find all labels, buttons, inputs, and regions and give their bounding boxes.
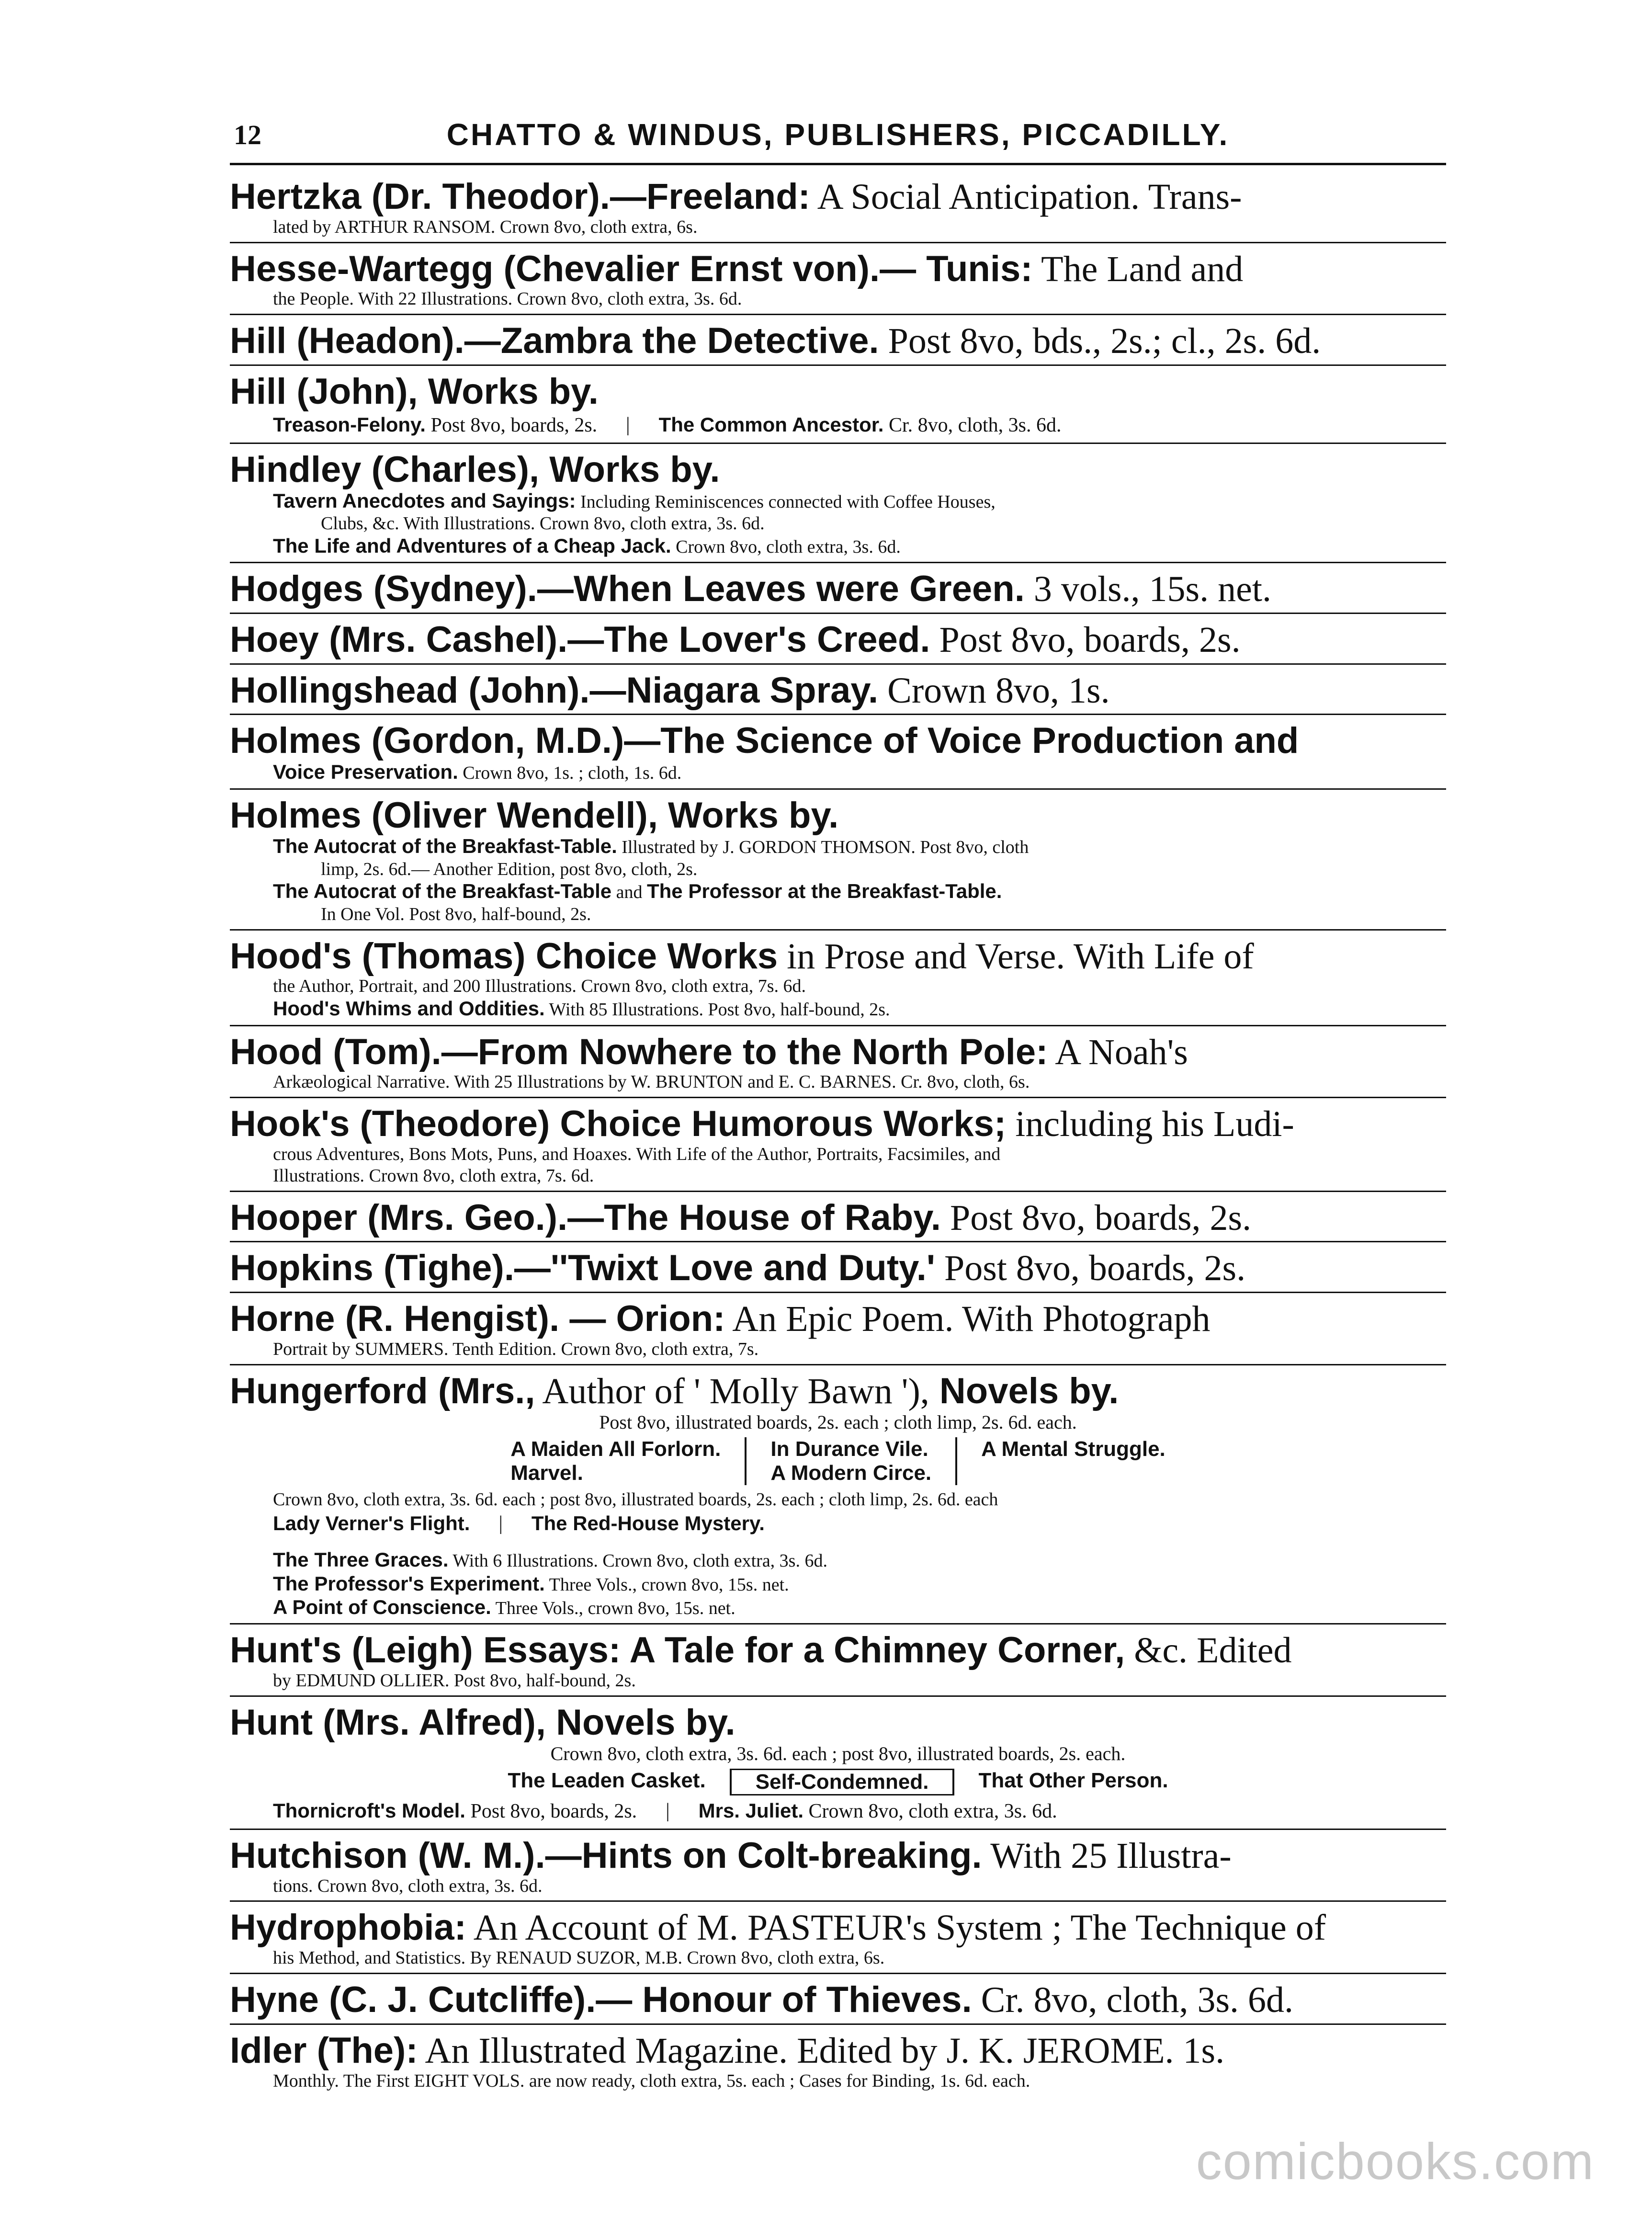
work-title: The Red-House Mystery. [531, 1512, 765, 1535]
entry-hill-john [230, 371, 1446, 444]
entry-hooper [230, 1197, 1446, 1243]
work-details: Crown 8vo, cloth extra, 3s. 6d. [803, 1800, 1057, 1822]
entry-heading-rest: An Epic Poem. With Photograph [725, 1299, 1211, 1340]
entry-heading-rest: A Noah's [1048, 1032, 1188, 1072]
entry-hertzka [230, 176, 1446, 243]
entry-heading-rest: Post 8vo, boards, 2s. [940, 1197, 1252, 1238]
work-details: Including Reminiscences connected with Coffee Houses, [576, 491, 996, 512]
work-details-cont: limp, 2s. 6d.— Another Edition, post 8vo, cloth, 2s. [321, 859, 698, 879]
entry-heading: Hydrophobia: [230, 1907, 466, 1948]
work-details: Post 8vo, boards, 2s. [425, 414, 598, 436]
work-title: The Life and Adventures of a Cheap Jack. [273, 534, 671, 557]
joiner: and [611, 882, 647, 903]
work-details: Crown 8vo, 1s. ; cloth, 1s. 6d. [458, 763, 682, 784]
entry-heading-rest: Post 8vo, bds., 2s.; cl., 2s. 6d. [879, 321, 1321, 362]
entry-heading: Hyne (C. J. Cutcliffe).— Honour of Thieves. [230, 1979, 972, 2020]
entry-details: Arkæological Narrative. With 25 Illustrations by W. BRUNTON and E. C. BARNES. Cr. 8vo, cloth, 6s. [273, 1072, 1030, 1092]
work-title: The Autocrat of the Breakfast-Table. [273, 835, 617, 858]
works-row [230, 413, 1446, 437]
entry-heading: Hopkins (Tighe).—''Twixt Love and Duty.' [230, 1248, 935, 1289]
works-row [230, 1512, 1446, 1535]
work-title: A Point of Conscience. [273, 1596, 491, 1619]
work-title: The Common Ancestor. [658, 413, 884, 436]
titles-grid [230, 1437, 1446, 1485]
entry-heading: Hook's (Theodore) Choice Humorous Works; [230, 1103, 1007, 1145]
catalogue-page [230, 110, 1446, 2100]
work-title: That Other Person. [952, 1769, 1192, 1795]
works-row [230, 1799, 1446, 1823]
entry-hopkins [230, 1247, 1446, 1293]
entry-horne [230, 1298, 1446, 1365]
entry-hodges [230, 568, 1446, 614]
entry-heading: Hesse-Wartegg (Chevalier Ernst von).— Tunis: [230, 248, 1033, 289]
work-details-cont: Clubs, &c. With Illustrations. Crown 8vo, cloth extra, 3s. 6d. [321, 513, 765, 534]
entry-holmes-oliver [230, 795, 1446, 931]
entry-heading: Hodges (Sydney).—When Leaves were Green. [230, 568, 1025, 610]
entry-details-cont: Illustrations. Crown 8vo, cloth extra, 7s. 6d. [273, 1165, 594, 1186]
entry-details: crous Adventures, Bons Mots, Puns, and Hoaxes. With Life of the Author, Portraits, Facsimiles, and [273, 1144, 1001, 1164]
column-separator: | [498, 1512, 503, 1535]
entry-heading-rest: An Account of M. PASTEUR's System ; The Technique of [466, 1908, 1326, 1948]
entry-hungerford [230, 1370, 1446, 1625]
entry-heading: Hunt (Mrs. Alfred), Novels by. [230, 1702, 735, 1743]
entry-heading: Idler (The): [230, 2030, 418, 2071]
entry-hunt-leigh [230, 1629, 1446, 1697]
entry-idler [230, 2030, 1446, 2096]
price-line: Crown 8vo, cloth extra, 3s. 6d. each ; post 8vo, illustrated boards, 2s. each ; cloth limp, 2s. 6d. each [273, 1489, 998, 1510]
column-separator: | [626, 413, 630, 436]
entry-heading-rest: Crown 8vo, 1s. [878, 670, 1110, 711]
work-title: A Maiden All Forlorn. [510, 1437, 721, 1461]
work-details-cont: In One Vol. Post 8vo, half-bound, 2s. [321, 904, 591, 924]
entry-hydrophobia [230, 1907, 1446, 1974]
entry-details: tions. Crown 8vo, cloth extra, 3s. 6d. [273, 1875, 543, 1896]
entry-hook [230, 1103, 1446, 1192]
entry-heading: Hollingshead (John).—Niagara Spray. [230, 670, 879, 711]
work-title: Tavern Anecdotes and Sayings: [273, 489, 576, 512]
work-details: Three Vols., crown 8vo, 15s. net. [491, 1598, 735, 1619]
entry-heading: Hood's (Thomas) Choice Works [230, 935, 778, 977]
page-number: 12 [234, 119, 261, 150]
entry-heading-rest: Post 8vo, boards, 2s. [930, 619, 1241, 660]
entry-heading-rest: With 25 Illustra- [982, 1835, 1232, 1876]
entry-hood-thomas [230, 935, 1446, 1026]
entry-hill-headon [230, 320, 1446, 366]
entry-hood-tom [230, 1031, 1446, 1099]
work-title: Mrs. Juliet. [698, 1799, 804, 1822]
entry-details: the People. With 22 Illustrations. Crown 8vo, cloth extra, 3s. 6d. [273, 289, 742, 309]
column-separator: | [666, 1799, 670, 1822]
entry-heading: Hill (Headon).—Zambra the Detective. [230, 320, 879, 362]
work-title: Hood's Whims and Oddities. [273, 997, 545, 1020]
entry-hutchison [230, 1835, 1446, 1902]
running-title: CHATTO & WINDUS, PUBLISHERS, PICCADILLY. [446, 117, 1230, 152]
entry-details: his Method, and Statistics. By RENAUD SUZOR, M.B. Crown 8vo, cloth extra, 6s. [273, 1948, 885, 1968]
work-title: In Durance Vile. [770, 1437, 928, 1461]
entry-heading: Hungerford (Mrs., [230, 1370, 535, 1411]
work-details: Cr. 8vo, cloth, 3s. 6d. [883, 414, 1062, 436]
work-title: The Professor's Experiment. [273, 1572, 545, 1595]
entry-heading: Hindley (Charles), Works by. [230, 449, 720, 490]
price-line: Crown 8vo, cloth extra, 3s. 6d. each ; post 8vo, illustrated boards, 2s. each. [550, 1742, 1126, 1764]
work-details: With 6 Illustrations. Crown 8vo, cloth extra, 3s. 6d. [448, 1551, 827, 1571]
entry-heading-rest: &c. Edited [1125, 1630, 1292, 1671]
work-title: The Leaden Casket. [508, 1768, 706, 1792]
entry-details: Portrait by SUMMERS. Tenth Edition. Crown 8vo, cloth extra, 7s. [273, 1339, 759, 1359]
entry-hunt-alfred [230, 1702, 1446, 1830]
work-title: Treason-Felony. [273, 413, 426, 436]
work-details: Three Vols., crown 8vo, 15s. net. [544, 1574, 789, 1595]
entry-heading: Hooper (Mrs. Geo.).—The House of Raby. [230, 1197, 941, 1238]
entry-hesse-wartegg [230, 248, 1446, 316]
entry-heading: Holmes (Gordon, M.D.)—The Science of Voice Production and [230, 720, 1299, 761]
work-title: Thornicroft's Model. [273, 1799, 465, 1822]
work-title: Lady Verner's Flight. [273, 1512, 470, 1535]
entry-heading-tail: Novels by. [929, 1370, 1119, 1411]
entry-hindley [230, 449, 1446, 563]
work-details: With 85 Illustrations. Post 8vo, half-bound, 2s. [544, 1000, 890, 1020]
entry-heading-rest: in Prose and Verse. With Life of [778, 936, 1254, 977]
entry-heading-rest: Cr. 8vo, cloth, 3s. 6d. [972, 1980, 1294, 2020]
work-title: The Professor at the Breakfast-Table. [646, 880, 1002, 903]
entry-heading-rest: A Social Anticipation. Trans- [810, 177, 1242, 217]
work-title: Self-Condemned. [730, 1769, 953, 1795]
work-title: Marvel. [510, 1461, 583, 1485]
entry-details: lated by ARTHUR RANSOM. Crown 8vo, cloth extra, 6s. [273, 216, 698, 237]
work-details: Crown 8vo, cloth extra, 3s. 6d. [671, 536, 901, 557]
page-header [230, 110, 1446, 165]
entry-heading: Horne (R. Hengist). — Orion: [230, 1298, 725, 1340]
work-title: Voice Preservation. [273, 761, 458, 784]
watermark: comicbooks.com [1196, 2132, 1595, 2190]
entry-heading-rest: An Illustrated Magazine. Edited by J. K. JEROME. 1s. [418, 2030, 1225, 2071]
entry-heading-rest: Post 8vo, boards, 2s. [935, 1248, 1246, 1289]
entry-heading: Hutchison (W. M.).—Hints on Colt-breaking. [230, 1835, 982, 1876]
entry-holmes-gordon [230, 720, 1446, 789]
entry-hoey [230, 619, 1446, 665]
entry-hyne [230, 1979, 1446, 2025]
entry-heading: Hoey (Mrs. Cashel).—The Lover's Creed. [230, 619, 930, 660]
work-title: The Autocrat of the Breakfast-Table [273, 880, 612, 903]
entry-heading: Holmes (Oliver Wendell), Works by. [230, 795, 839, 836]
entry-hollingshead [230, 670, 1446, 716]
entry-heading-rest: 3 vols., 15s. net. [1024, 569, 1271, 610]
entry-details: the Author, Portrait, and 200 Illustrations. Crown 8vo, cloth extra, 7s. 6d. [273, 976, 806, 997]
titles-grid [230, 1769, 1446, 1795]
work-title: A Mental Struggle. [981, 1437, 1165, 1461]
entry-heading-rest: Author of ' Molly Bawn '), [535, 1371, 929, 1411]
entry-heading-rest: The Land and [1032, 249, 1244, 289]
entry-details: by EDMUND OLLIER. Post 8vo, half-bound, 2s. [273, 1670, 636, 1691]
entry-heading: Hertzka (Dr. Theodor).—Freeland: [230, 176, 810, 217]
work-title: The Three Graces. [273, 1548, 449, 1571]
work-details: Illustrated by J. GORDON THOMSON. Post 8vo, cloth [617, 837, 1029, 858]
price-line: Post 8vo, illustrated boards, 2s. each ; cloth limp, 2s. 6d. each. [599, 1411, 1077, 1433]
entry-heading: Hood (Tom).—From Nowhere to the North Pole: [230, 1031, 1048, 1072]
work-title: A Modern Circe. [770, 1461, 932, 1485]
entry-heading: Hill (John), Works by. [230, 371, 599, 412]
entry-heading: Hunt's (Leigh) Essays: A Tale for a Chimney Corner, [230, 1630, 1125, 1671]
entry-details: Monthly. The First EIGHT VOLS. are now ready, cloth extra, 5s. each ; Cases for Binding, 1s. 6d. each. [273, 2070, 1030, 2091]
work-details: Post 8vo, boards, 2s. [465, 1800, 637, 1822]
entry-heading-rest: including his Ludi- [1006, 1104, 1294, 1145]
